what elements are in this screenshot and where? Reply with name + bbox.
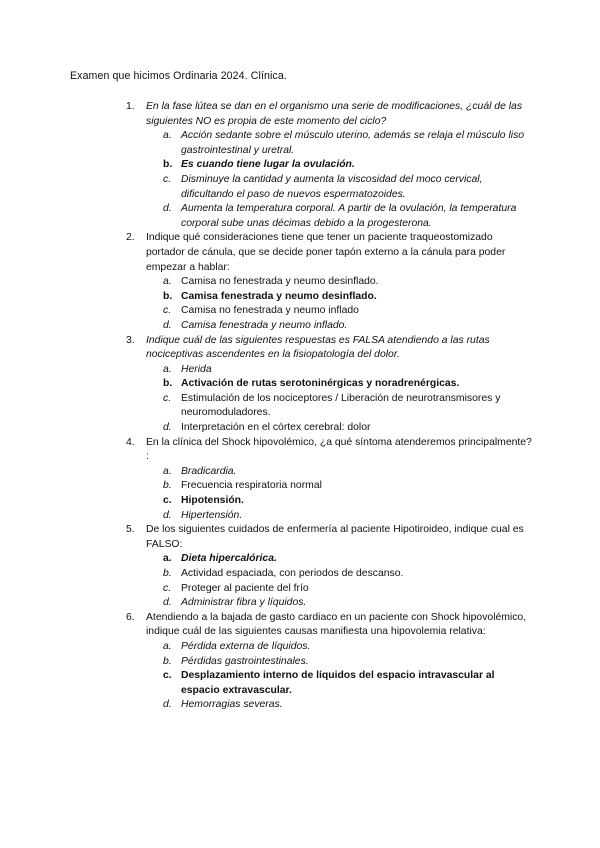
option-letter: a.	[163, 465, 172, 477]
answer-options	[146, 363, 534, 436]
option-letter: b.	[163, 655, 172, 667]
option-text: Hemorragias severas.	[181, 699, 283, 711]
answer-options	[146, 275, 534, 333]
question-1	[126, 100, 534, 231]
option-text: Bradicardia.	[181, 465, 237, 477]
answer-option-c	[146, 304, 534, 319]
question-text: En la fase lútea se dan en el organismo una serie de modificaciones, ¿cuál de las siguientes NO es propia de este momento del ciclo?	[146, 101, 523, 127]
option-text: Frecuencia respiratoria normal	[181, 480, 322, 492]
answer-option-b	[146, 158, 534, 173]
option-letter: d.	[163, 597, 172, 609]
option-text: Estimulación de los nociceptores / Liberación de neurotransmisores y neuromoduladores.	[181, 392, 501, 419]
option-letter: a.	[163, 130, 172, 142]
option-text: Hipertensión.	[181, 509, 243, 521]
answer-options	[146, 465, 534, 523]
option-letter: b.	[163, 290, 173, 302]
correct-answer-text: Hipotensión.	[181, 495, 244, 507]
option-letter: c.	[163, 670, 172, 682]
correct-answer-text: Camisa fenestrada y neumo desinflado.	[181, 290, 377, 302]
correct-answer-text: Activación de rutas serotoninérgicas y noradrenérgicas.	[181, 378, 460, 390]
option-text: Acción sedante sobre el músculo uterino, además se relaja el músculo liso gastrointestinal y uretral.	[181, 130, 525, 156]
option-letter: d.	[163, 509, 172, 521]
answer-option-a	[146, 465, 534, 480]
question-text: Atendiendo a la bajada de gasto cardiaco en un paciente con Shock hipovolémico, indique cuál de las siguientes causas manifiesta una hipovolemia relativa:	[146, 611, 527, 638]
correct-answer-text: Desplazamiento interno de líquidos del espacio intravascular al espacio extravascular.	[181, 670, 495, 696]
answer-options	[146, 640, 534, 713]
answer-option-c	[146, 669, 534, 698]
option-text: Herida	[181, 363, 212, 375]
option-letter: b.	[163, 378, 173, 390]
answer-option-d	[146, 698, 534, 713]
option-letter: d.	[163, 203, 172, 215]
answer-option-b	[146, 377, 534, 392]
option-letter: c.	[163, 173, 172, 185]
option-text: Camisa no fenestrada y neumo desinflado.	[181, 276, 379, 288]
question-text: Indique cuál de las siguientes respuestas es FALSA atendiendo a las rutas nociceptivas ascendentes en la fisiopatología del dolor.	[146, 334, 490, 361]
answer-option-a	[146, 640, 534, 655]
answer-option-d	[146, 509, 534, 524]
answer-options	[146, 129, 534, 231]
correct-answer-text: Es cuando tiene lugar la ovulación.	[181, 159, 355, 171]
question-text: De los siguientes cuidados de enfermería al paciente Hipotiroideo, indique cual es FALSO:	[146, 524, 524, 550]
answer-option-c	[146, 173, 534, 202]
answer-option-a	[146, 129, 534, 158]
answer-option-c	[146, 494, 534, 509]
answer-option-d	[146, 596, 534, 611]
answer-option-a	[146, 363, 534, 378]
option-letter: d.	[163, 422, 172, 434]
answer-option-b	[146, 290, 534, 305]
option-letter: c.	[163, 582, 172, 594]
question-5	[126, 523, 534, 611]
answer-option-b	[146, 567, 534, 582]
option-letter: a.	[163, 276, 172, 288]
option-letter: d.	[163, 699, 172, 711]
question-3	[126, 334, 534, 436]
answer-option-d	[146, 319, 534, 334]
question-text: Indique qué consideraciones tiene que tener un paciente traqueostomizado portador de cánula, que se decide poner tapón externo a la cánula para poder empezar a hablar:	[146, 232, 506, 273]
option-text: Pérdidas gastrointestinales.	[181, 655, 309, 667]
option-text: Disminuye la cantidad y aumenta la viscosidad del moco cervical, dificultando el paso de nuevos espermatozoides.	[181, 173, 483, 200]
option-letter: c.	[163, 392, 172, 404]
option-letter: c.	[163, 305, 172, 317]
correct-answer-text: Dieta hipercalórica.	[181, 553, 277, 565]
option-letter: b.	[163, 159, 173, 171]
option-letter: b.	[163, 480, 172, 492]
answer-options	[146, 552, 534, 610]
option-text: Aumenta la temperatura corporal. A partir de la ovulación, la temperatura corporal sube unas décimas debido a la progesterona.	[181, 203, 517, 229]
question-list	[126, 100, 534, 713]
question-number: 6.	[126, 611, 135, 623]
option-text: Actividad espaciada, con periodos de descanso.	[181, 568, 404, 579]
option-text: Administrar fibra y líquidos.	[181, 597, 307, 609]
option-text: Camisa no fenestrada y neumo inflado	[181, 305, 359, 317]
answer-option-b	[146, 479, 534, 494]
answer-option-b	[146, 655, 534, 670]
question-number: 1.	[126, 101, 135, 112]
option-letter: b.	[163, 568, 172, 579]
answer-option-c	[146, 582, 534, 597]
question-6	[126, 611, 534, 713]
option-letter: a.	[163, 363, 172, 375]
option-text: Proteger al paciente del frío	[181, 582, 309, 594]
question-4	[126, 436, 534, 524]
answer-option-d	[146, 202, 534, 231]
question-number: 2.	[126, 232, 135, 244]
option-text: Pérdida externa de líquidos.	[181, 640, 311, 652]
answer-option-a	[146, 275, 534, 290]
document-title: Examen que hicimos Ordinaria 2024. Clínica.	[70, 70, 287, 82]
answer-option-d	[146, 421, 534, 436]
question-text: En la clínica del Shock hipovolémico, ¿a qué síntoma atenderemos principalmente? :	[146, 436, 532, 463]
option-letter: c.	[163, 495, 172, 507]
answer-option-a	[146, 552, 534, 567]
question-number: 3.	[126, 334, 135, 346]
answer-option-c	[146, 392, 534, 421]
option-letter: a.	[163, 640, 172, 652]
option-text: Interpretación en el córtex cerebral: dolor	[181, 422, 371, 434]
question-number: 5.	[126, 524, 135, 536]
option-letter: d.	[163, 319, 172, 331]
question-number: 4.	[126, 436, 135, 448]
question-2	[126, 231, 534, 333]
option-text: Camisa fenestrada y neumo inflado.	[181, 319, 348, 331]
option-letter: a.	[163, 553, 172, 565]
